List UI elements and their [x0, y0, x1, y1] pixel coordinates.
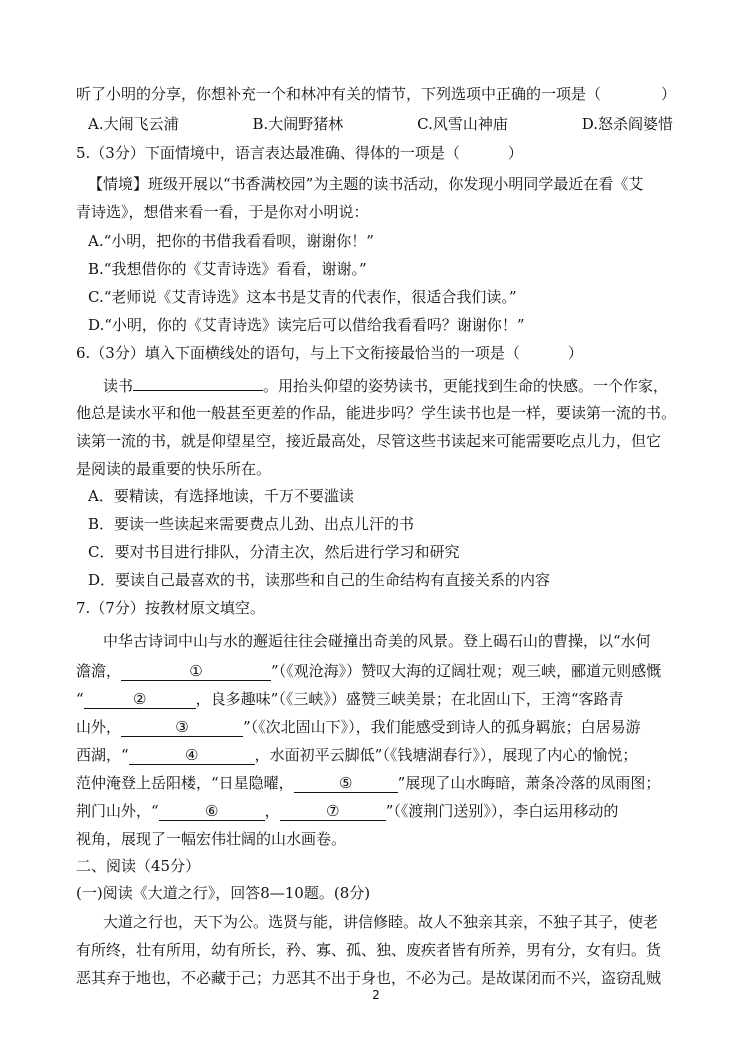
q7-text-4b: ”（《次北固山下》），我们能感受到诗人的孤身羁旅；白居易游 — [243, 718, 641, 736]
q7-blank-4: ④ — [129, 747, 255, 765]
q5-context-text-1: 【情境】班级开展以“书香满校园”为主题的读书活动，你发现小明同学最近在看《艾 — [88, 175, 644, 193]
q5-context-text-2: 青诗选》，想借来看一看，于是你对小明说： — [76, 203, 369, 221]
q6-fill-blank — [133, 373, 263, 391]
q6-option-a — [88, 486, 690, 506]
q4-options — [88, 114, 690, 134]
q7-text-3b: ，良多趣味”（《三峡》）盛赞三峡美景；在北固山下，王湾“客路青 — [195, 690, 624, 708]
q7-text-line-7 — [76, 801, 690, 821]
q7-blank-7: ⑦ — [280, 803, 386, 821]
passage-text-1: 大道之行也，天下为公。选贤与能，讲信修睦。故人不独亲其亲，不独子其子，使老 — [103, 913, 659, 931]
q7-blank-6: ⑥ — [159, 803, 265, 821]
q7-text-1: 中华古诗词中山与水的邂逅往往会碰撞出奇美的风景。登上碣石山的曹操，以“水何 — [103, 632, 651, 650]
q7-text-3a: “ — [76, 690, 84, 708]
q7-text-6b: ”展现了山水晦暗，萧条冷落的凤雨图； — [397, 774, 661, 792]
q6-option-b-text: B．要读一些读起来需要费点儿劲、出点儿汗的书 — [88, 515, 415, 533]
q5-option-a — [88, 231, 690, 251]
passage-text-2: 有所终，壮有所用，幼有所长，矜、寡、孤、独、废疾者皆有所养，男有分，女有归。货 — [76, 941, 662, 959]
q6-passage-text-2: 他总是读水平和他一般甚至更差的作品，能进步吗？学生读书也是一样，要读第一流的书。 — [76, 404, 677, 422]
q7-text-line-5 — [76, 745, 690, 765]
q6-passage-text-1: 。用抬头仰望的姿势读书，更能找到生命的快感。一个作家， — [263, 377, 669, 395]
q6-passage-line-4 — [76, 459, 690, 479]
q5-option-d — [88, 315, 690, 335]
q5-option-c-text: C.“老师说《艾青诗选》这本书是艾青的代表作，很适合我们读。” — [88, 288, 517, 306]
q6-stem-text: 6.（3分）填入下面横线处的语句，与上下文衔接最恰当的一项是（ — [76, 344, 520, 362]
q4-stem — [76, 84, 690, 104]
q6-passage-line-3 — [76, 431, 690, 451]
q6-passage-lead: 读书 — [103, 377, 134, 395]
q4-option-a: A.大闹飞云浦 — [88, 115, 179, 133]
reading-heading-text: (一)阅读《大道之行》，回答8—10题。(8分) — [76, 884, 371, 902]
q6-passage-text-3: 读第一流的书，就是仰望星空，接近最高处，尽管这些书读起来可能需要吃点儿力，但它 — [76, 432, 662, 450]
q7-text-7b: ， — [264, 802, 280, 820]
q5-option-a-text: A.“小明，把你的书借我看看呗，谢谢你！” — [88, 232, 374, 250]
q7-text-line-6 — [76, 773, 690, 793]
q7-text-5a: 西湖，“ — [76, 746, 129, 764]
q4-option-b: B.大闹野猪林 — [252, 115, 344, 133]
passage-line-1 — [103, 912, 690, 932]
q7-text-line-4 — [76, 717, 690, 737]
q5-context-line-1 — [88, 174, 690, 194]
section-heading-text: 二、阅读（45分） — [76, 857, 201, 875]
q5-option-b-text: B.“我想借你的《艾青诗选》看看，谢谢。” — [88, 260, 367, 278]
passage-text-3: 恶其弃于地也，不必藏于己；力恶其不出于身也，不必为己。是故谋闭而不兴，盗窃乱贼 — [76, 969, 662, 987]
q7-text-line-8 — [76, 829, 690, 849]
q7-blank-1: ① — [121, 663, 271, 681]
q6-passage-text-4: 是阅读的最重要的快乐所在。 — [76, 460, 272, 478]
q6-option-c-text: C．要对书目进行排队，分清主次，然后进行学习和研究 — [88, 543, 460, 561]
q6-option-a-text: A．要精读，有选择地读，千万不要滥读 — [88, 487, 354, 505]
q7-text-line-1 — [103, 631, 690, 651]
q7-stem — [76, 598, 690, 618]
q6-option-d — [88, 570, 690, 590]
q4-option-c: C.风雪山神庙 — [417, 115, 508, 133]
q7-blank-3: ③ — [121, 719, 243, 737]
q5-stem-text: 5.（3分）下面情境中，语言表达最准确、得体的一项是（ — [76, 144, 460, 162]
q7-text-2b: ”（《观沧海》）赞叹大海的辽阔壮观；观三峡，郦道元则感慨 — [271, 662, 662, 680]
q5-stem — [76, 143, 690, 163]
q5-option-b — [88, 259, 690, 279]
q7-text-5b: ，水面初平云脚低”（《钱塘湖春行》），展现了内心的愉悦； — [254, 746, 638, 764]
q5-option-d-text: D.“小明，你的《艾青诗选》读完后可以借给我看看吗？谢谢你！” — [88, 316, 525, 334]
q7-blank-2: ② — [84, 691, 196, 709]
section-heading — [76, 856, 690, 876]
q5-context-line-2 — [76, 202, 690, 222]
q6-stem — [76, 343, 690, 363]
q6-stem-close: ） — [567, 344, 583, 362]
q6-option-c — [88, 542, 690, 562]
q6-passage-line-2 — [76, 403, 690, 423]
passage-line-3 — [76, 968, 690, 988]
q7-text-6a: 范仲淹登上岳阳楼，“日星隐曜， — [76, 774, 294, 792]
q7-text-7a: 荆门山外，“ — [76, 802, 159, 820]
q4-option-d: D.怒杀阎婆惜 — [581, 115, 673, 133]
q4-stem-text: 听了小明的分享，你想补充一个和林冲有关的情节，下列选项中正确的一项是（ ） — [76, 85, 677, 103]
q7-text-2a: 澹澹， — [76, 662, 122, 680]
q7-text-8: 视角，展现了一幅宏伟壮阔的山水画卷。 — [76, 830, 347, 848]
q6-option-b — [88, 514, 690, 534]
q6-passage-line-1 — [103, 373, 690, 396]
q7-text-4a: 山外， — [76, 718, 122, 736]
q7-text-7c: ”（《渡荆门送别》），李白运用移动的 — [385, 802, 619, 820]
q7-stem-text: 7.（7分）按教材原文填空。 — [76, 599, 265, 617]
q7-text-line-2 — [76, 661, 690, 681]
q6-option-d-text: D．要读自己最喜欢的书，读那些和自己的生命结构有直接关系的内容 — [88, 571, 551, 589]
q5-stem-close: ） — [507, 144, 523, 162]
q7-text-line-3 — [76, 689, 690, 709]
passage-line-2 — [76, 940, 690, 960]
reading-heading — [76, 883, 690, 903]
page-number: 2 — [372, 988, 380, 1002]
q7-blank-5: ⑤ — [294, 775, 398, 793]
q5-option-c — [88, 287, 690, 307]
